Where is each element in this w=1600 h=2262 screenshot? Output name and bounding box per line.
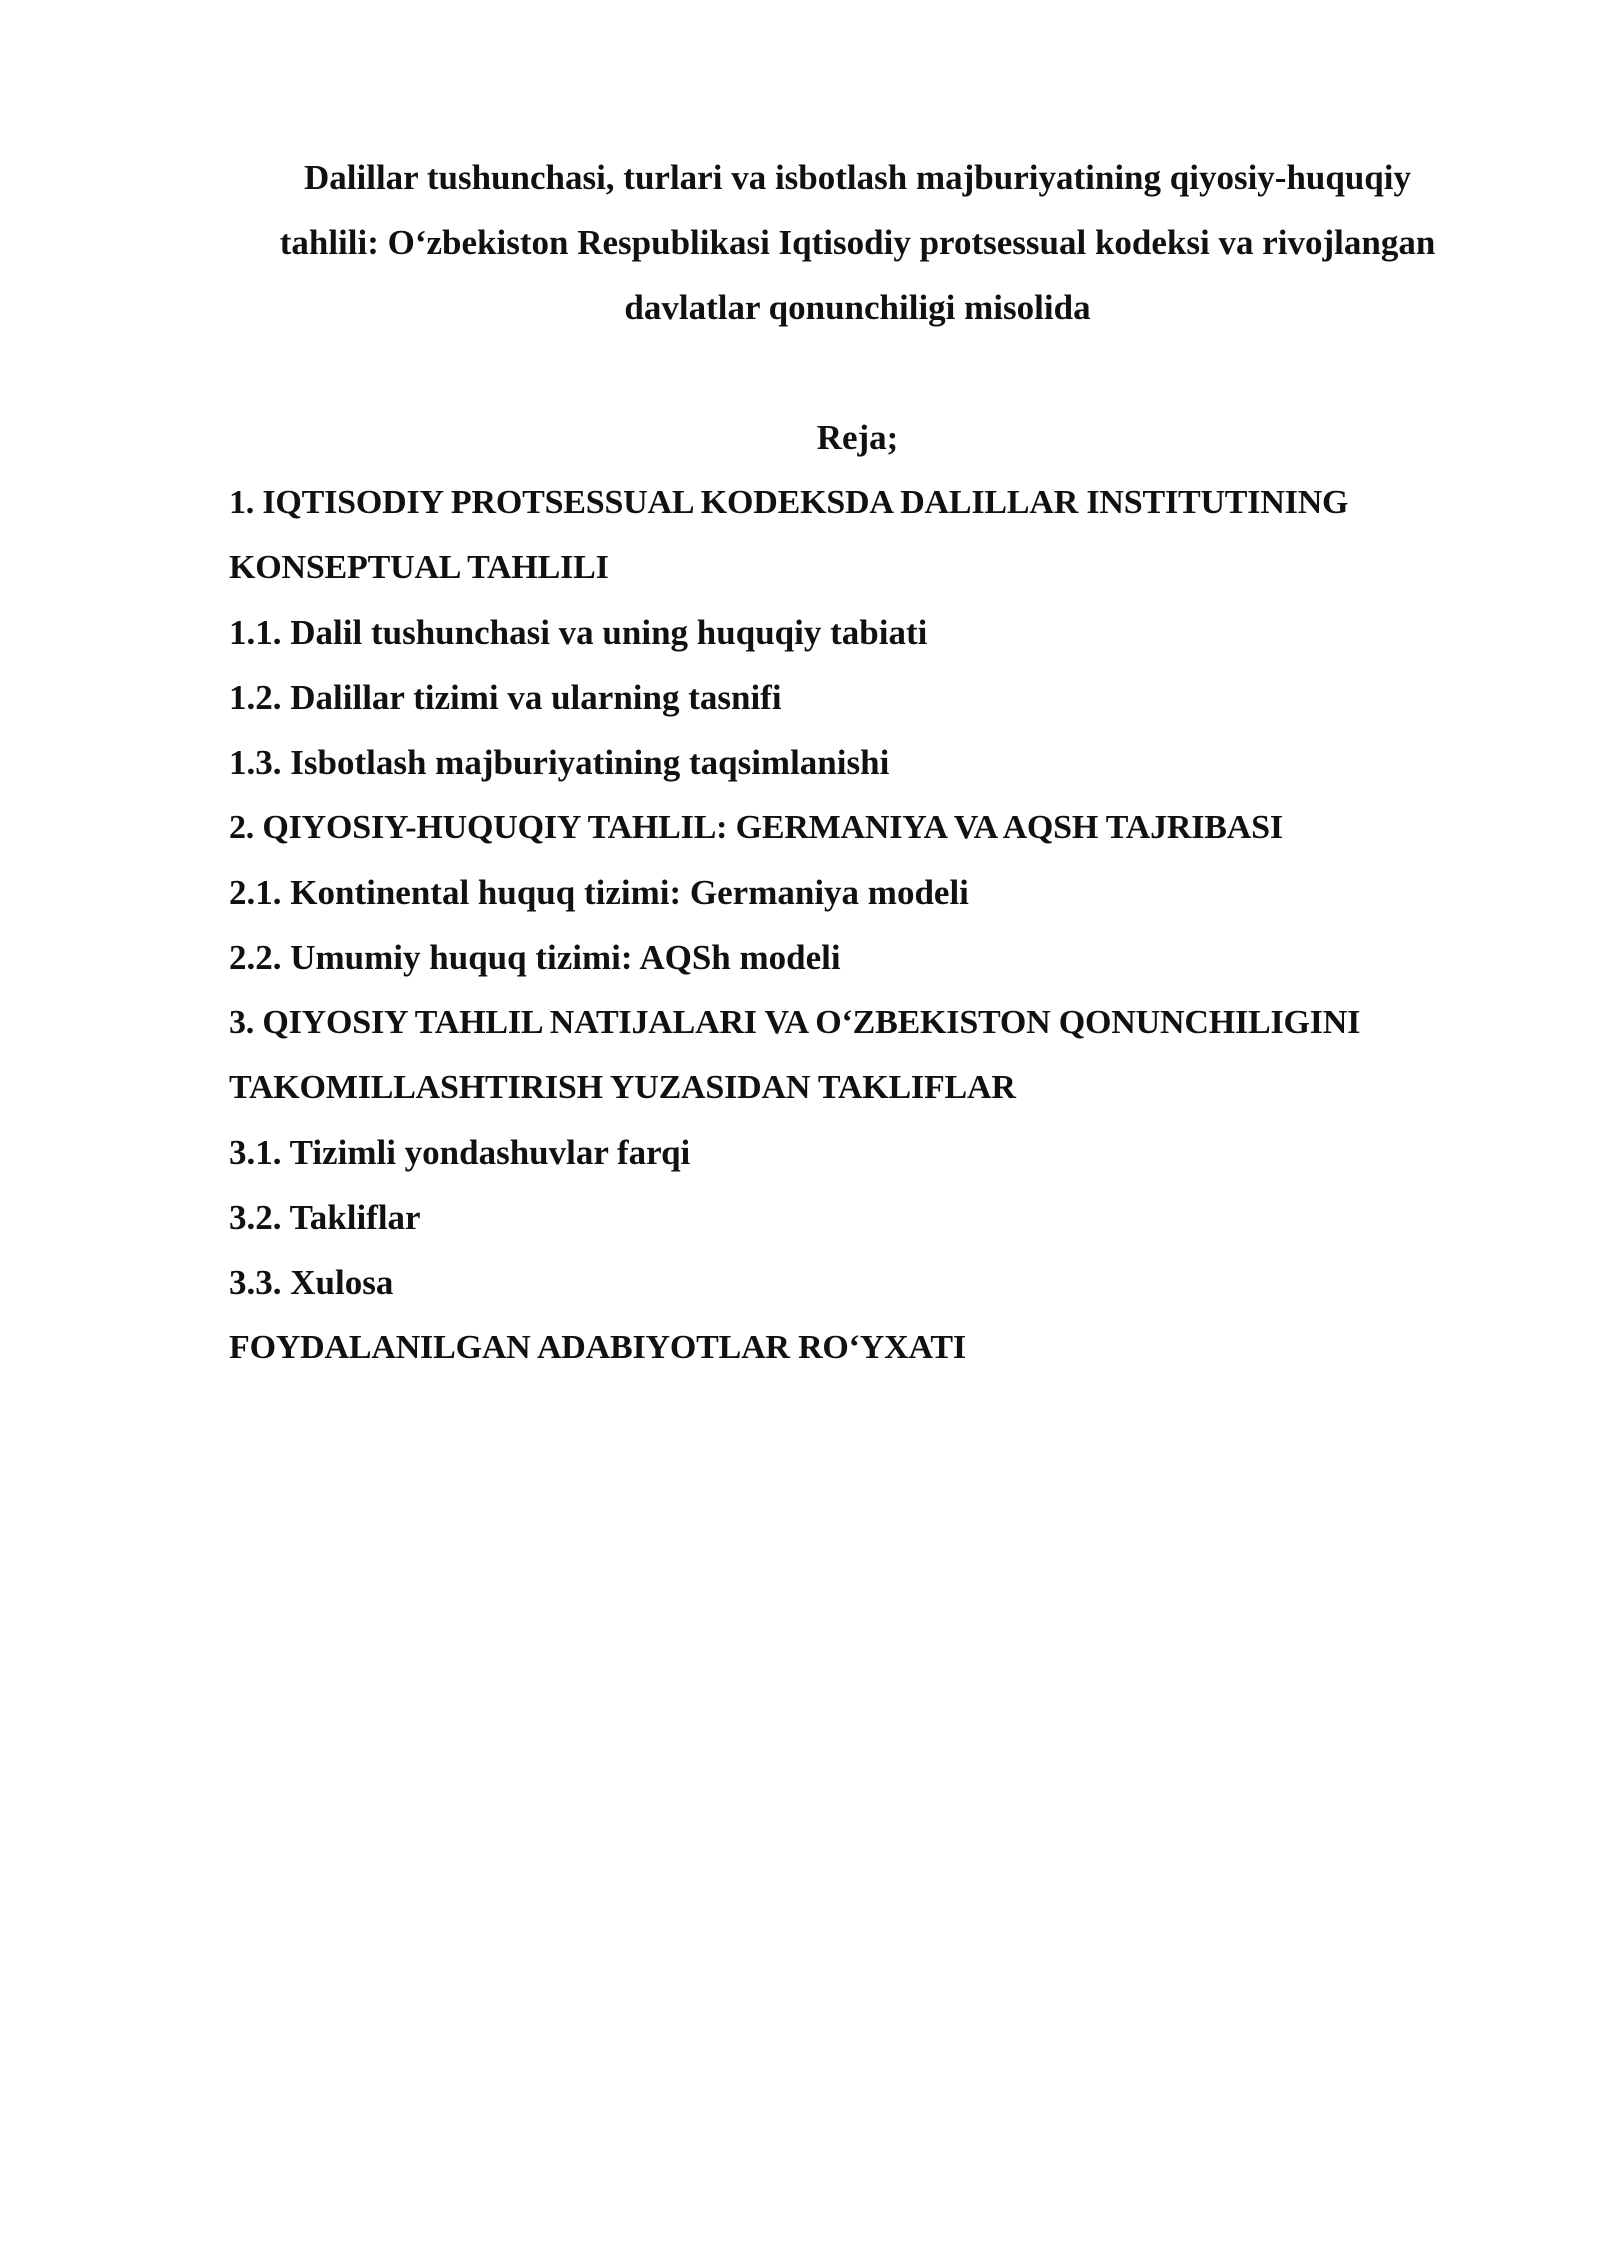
- toc-item-3-3: [229, 1250, 1529, 1315]
- title-line: davlatlar qonunchiligi misolida: [624, 288, 1091, 327]
- toc-item-line: 1.2. Dalillar tizimi va ularning tasnifi: [229, 678, 782, 717]
- title-line: tahlili: O‘zbekiston Respublikasi Iqtisodiy protsessual kodeksi va rivojlangan: [279, 223, 1436, 262]
- toc-item-line: 1. IQTISODIY PROTSESSUAL KODEKSDA DALILLAR INSTITUTINING: [229, 484, 1349, 521]
- toc-item-line: TAKOMILLASHTIRISH YUZASIDAN TAKLIFLAR: [229, 1069, 1016, 1106]
- document-title: [200, 145, 1515, 340]
- toc-item-line: 3.1. Tizimli yondashuvlar farqi: [229, 1133, 691, 1172]
- toc-item-line: KONSEPTUAL TAHLILI: [229, 549, 609, 586]
- toc-item-line: 2.2. Umumiy huquq tizimi: AQSh modeli: [229, 938, 841, 977]
- toc-item-line: 3.3. Xulosa: [229, 1263, 394, 1302]
- toc-item-line: 2. QIYOSIY-HUQUQIY TAHLIL: GERMANIYA VA AQSH TAJRIBASI: [229, 809, 1283, 846]
- toc-item-section-1: [229, 470, 1529, 600]
- toc-item-line: 1.1. Dalil tushunchasi va uning huquqiy tabiati: [229, 613, 928, 652]
- toc-item-3-2: [229, 1185, 1529, 1250]
- toc-item-2-1: [229, 860, 1529, 925]
- table-of-contents: [229, 470, 1529, 1380]
- toc-item-1-2: [229, 665, 1529, 730]
- toc-item-2-2: [229, 925, 1529, 990]
- toc-item-section-3: [229, 990, 1529, 1120]
- toc-item-line: 1.3. Isbotlash majburiyatining taqsimlanishi: [229, 743, 890, 782]
- title-line: Dalillar tushunchasi, turlari va isbotlash majburiyatining qiyosiy-huquqiy: [304, 158, 1411, 197]
- plan-heading: Reja;: [816, 418, 899, 457]
- toc-item-references: [229, 1315, 1529, 1380]
- toc-item-line: FOYDALANILGAN ADABIYOTLAR RO‘YXATI: [229, 1329, 966, 1366]
- toc-item-line: 2.1. Kontinental huquq tizimi: Germaniya modeli: [229, 873, 969, 912]
- toc-item-line: 3. QIYOSIY TAHLIL NATIJALARI VA O‘ZBEKISTON QONUNCHILIGINI: [229, 1004, 1361, 1041]
- toc-item-section-2: [229, 795, 1529, 860]
- toc-item-3-1: [229, 1120, 1529, 1185]
- toc-item-1-1: [229, 600, 1529, 665]
- toc-item-line: 3.2. Takliflar: [229, 1198, 421, 1237]
- toc-item-1-3: [229, 730, 1529, 795]
